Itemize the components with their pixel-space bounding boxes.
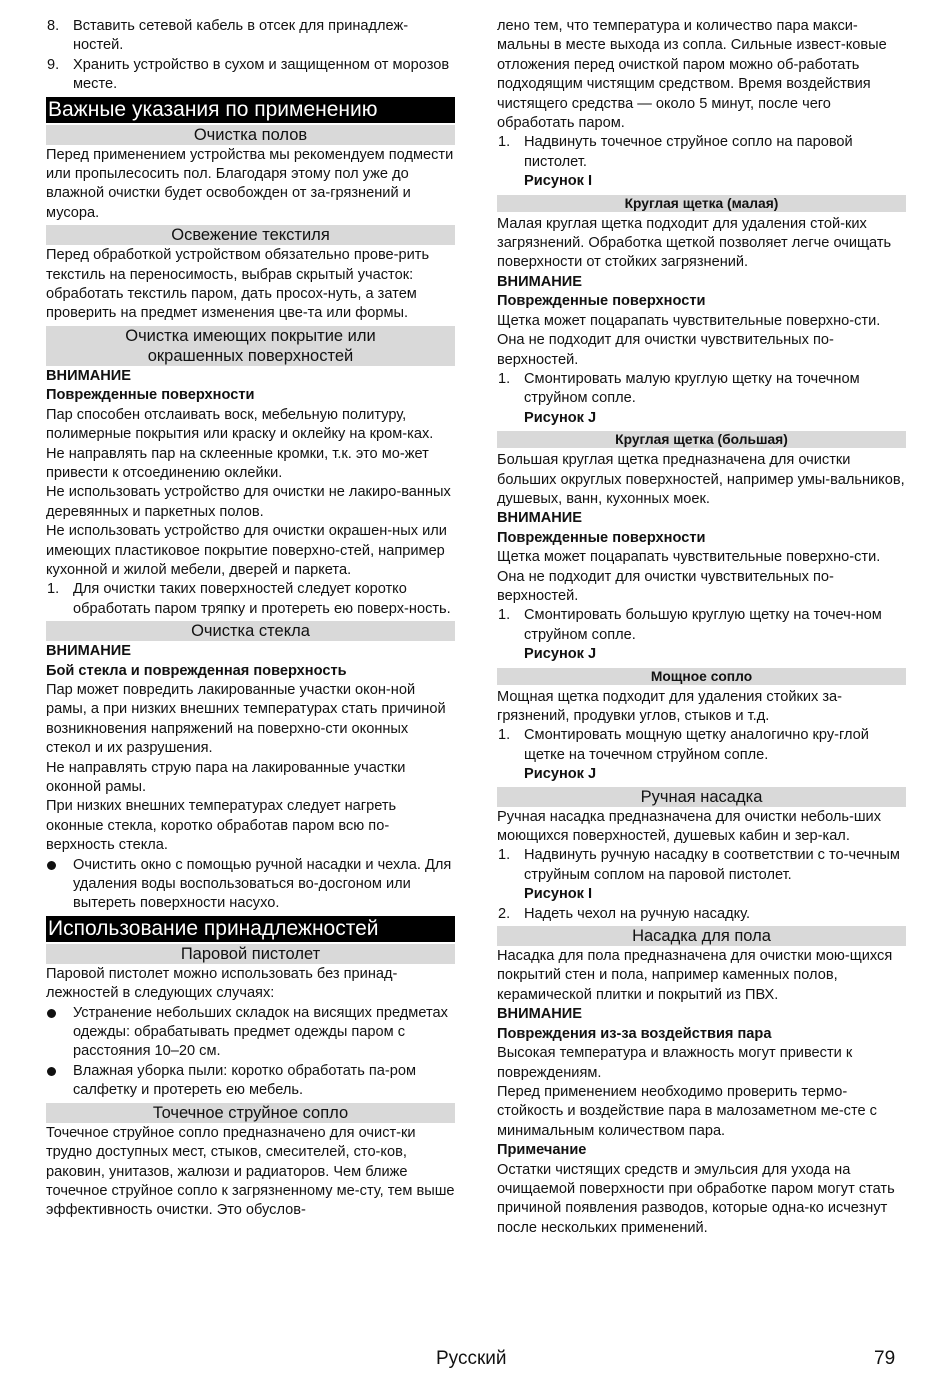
bullet-icon — [47, 1009, 56, 1018]
paragraph: Большая круглая щетка предназначена для очистки больших округлых поверхностей, например умы-вальников, душевых, ванн, кухонных моек. — [497, 452, 905, 507]
warning-subtitle: Бой стекла и поврежденная поверхность — [46, 662, 347, 679]
heading-hand-tool: Ручная насадка — [497, 787, 906, 807]
figure-reference: Рисунок J — [524, 766, 597, 783]
heading-steam-gun: Паровой пистолет — [46, 944, 455, 964]
warning-label: ВНИМАНИЕ — [497, 273, 583, 290]
bullet-icon — [47, 1067, 56, 1076]
warning-label: ВНИМАНИЕ — [497, 510, 583, 527]
heading-spot-nozzle: Точечное струйное сопло — [46, 1103, 455, 1123]
bullet-item: Влажная уборка пыли: коротко обработать па-ром салфетку и протереть ею мебель. — [46, 1062, 455, 1101]
paragraph: Не использовать устройство для очистки не лакиро-ванных деревянных и паркетных полов. — [46, 484, 451, 520]
heading-floor-tool: Насадка для пола — [497, 926, 906, 946]
paragraph: Не направлять пар на склеенные кромки, т.к. это мо-жет привести к отсоединению оклейки. — [46, 445, 429, 481]
figure-reference: Рисунок I — [524, 886, 593, 903]
warning-label: ВНИМАНИЕ — [497, 1006, 583, 1023]
list-item: 8. Вставить сетевой кабель в отсек для принадлеж-ностей. — [47, 18, 409, 54]
heading-power-nozzle: Мощное сопло — [497, 668, 906, 685]
list-item: 1. Смонтировать малую круглую щетку на точечном струйном сопле. — [498, 370, 860, 407]
paragraph: Высокая температура и влажность могут привести к повреждениям. — [497, 1045, 853, 1081]
paragraph: Она не подходит для очистки чувствительных по-верхностей. — [497, 568, 834, 604]
list-item: 9. Хранить устройство в сухом и защищенном от морозов месте. — [47, 56, 450, 93]
warning-subtitle: Поврежденные поверхности — [497, 529, 706, 546]
bullet-icon — [47, 861, 56, 870]
heading-textile: Освежение текстиля — [46, 225, 455, 245]
paragraph: Малая круглая щетка подходит для удаления стой-ких загрязнений. Обработка щеткой позволяет легче очищать поверхности от стойких загрязнений. — [497, 215, 892, 271]
section-heading-accessories: Использование принадлежностей — [46, 916, 455, 942]
paragraph: При низких внешних температурах следует нагреть оконные стекла, коротко обработав паром всю по-верхность стекла. — [46, 798, 397, 854]
list-item: 1. Для очистки таких поверхностей следует коротко обработать паром тряпку и протереть ею поверх-ность. — [47, 581, 451, 617]
page-number: 79 — [874, 1348, 896, 1369]
list-item: 1. Надвинуть ручную насадку в соответствии с то-чечным струйным соплом на паровой пистолет. — [498, 847, 900, 883]
note-label: Примечание — [497, 1142, 587, 1159]
paragraph: Не направлять струю пара на лакированные участки оконной рамы. — [46, 759, 406, 795]
list-item: 1. Надвинуть точечное струйное сопло на паровой пистолет. — [498, 134, 853, 170]
paragraph: Пар способен отслаивать воск, мебельную политуру, полимерные покрытия или краску и оклейку на кром-ках. — [46, 406, 434, 443]
paragraph: Насадка для пола предназначена для очистки мою-щихся покрытий стен и пола, например каменных полов, керамической плитки и покрытий из ПВХ. — [497, 948, 893, 1003]
heading-glass: Очистка стекла — [46, 621, 455, 641]
paragraph: Щетка может поцарапать чувствительные поверхно-сти. — [497, 312, 881, 329]
paragraph: Щетка может поцарапать чувствительные поверхно-сти. — [497, 549, 881, 566]
figure-reference: Рисунок I — [524, 173, 593, 190]
list-item: 2. Надеть чехол на ручную насадку. — [498, 905, 751, 922]
paragraph: Перед обработкой устройством обязательно прове-рить текстиль на переносимость, выбрав скрытый участок: обработать текстиль паром, дать просох-нуть, а затем проверить на предмет изменения цве-та или формы. — [46, 247, 430, 322]
figure-reference: Рисунок J — [524, 646, 597, 663]
left-column — [46, 17, 455, 1221]
warning-subtitle: Повреждения из-за воздействия пара — [497, 1025, 772, 1042]
heading-coated-surfaces: Очистка имеющих покрытие или окрашенных поверхностей — [46, 326, 455, 366]
paragraph: Ручная насадка предназначена для очистки неболь-ших моющихся поверхностей, душевых кабин и зер-кал. — [497, 808, 881, 845]
section-heading-usage: Важные указания по применению — [46, 97, 455, 123]
paragraph: Остатки чистящих средств и эмульсия для ухода на очищаемой поверхности при обработке паром могут стать причиной появления разводов, которые одна-ко исчезнут после нескольких применений. — [497, 1161, 895, 1236]
paragraph: Не использовать устройство для очистки окрашен-ных или имеющих пластиковое покрытие поверхно-стей, например кухонной и жилой мебели, дверей и паркета. — [46, 523, 447, 578]
heading-round-brush-small: Круглая щетка (малая) — [497, 195, 906, 212]
footer-language: Русский — [436, 1348, 507, 1369]
warning-subtitle: Поврежденные поверхности — [46, 387, 255, 404]
paragraph: Перед применением устройства мы рекомендуем подмести или пропылесосить пол. Благодаря этому пол уже до влажной очистки будет освобожден от за-грязнений и мусора. — [46, 146, 454, 221]
paragraph: Она не подходит для очистки чувствительных по-верхностей. — [497, 332, 834, 368]
paragraph: Мощная щетка подходит для удаления стойких за-грязнений, продувки углов, стыков и т.д. — [497, 688, 843, 724]
bullet-item: Очистить окно с помощью ручной насадки и чехла. Для удаления воды воспользоваться во-досгоном или вытереть поверхности насухо. — [46, 856, 455, 914]
paragraph: Паровой пистолет можно использовать без принад-лежностей в следующих случаях: — [46, 965, 398, 1002]
paragraph: Точечное струйное сопло предназначено для очист-ки трудно доступных мест, стыков, смесителей, сто-ков, раковин, унитазов, жалюзи и радиаторов. Чем ближе точечное струйное сопло к загрязненному ме-сту, тем выше эффективность очистки. Это обуслов- — [46, 1124, 455, 1219]
paragraph: лено тем, что температура и количество пара макси-мальны в месте выхода из сопла. Сильные извест-ковые отложения перед очисткой паром можно об-работать подходящим чистящим средством. Время воздействия чистящего средства — около 5 минут, после чего обработать паром. — [497, 18, 887, 132]
paragraph: Пар может повредить лакированные участки окон-ной рамы, а при низких внешних температурах стать причиной возникновения напряжений на поверхно-сти оконных стекол и их разрушения. — [46, 681, 446, 757]
warning-label: ВНИМАНИЕ — [46, 643, 132, 660]
heading-floor-cleaning: Очистка полов — [46, 125, 455, 145]
warning-subtitle: Поврежденные поверхности — [497, 293, 706, 310]
list-item: 1. Смонтировать большую круглую щетку на точеч-ном струйном сопле. — [498, 607, 882, 643]
paragraph: Перед применением необходимо проверить термо-стойкость и воздействие пара в малозаметном ме-сте с минимальным количеством пара. — [497, 1083, 877, 1139]
heading-round-brush-large: Круглая щетка (большая) — [497, 431, 906, 448]
list-item: 1. Смонтировать мощную щетку аналогично кру-глой щетке на точечном струйном сопле. — [498, 727, 869, 763]
bullet-item: Устранение небольших складок на висящих предметах одежды: обрабатывать предмет одежды паром с расстояния 10–20 см. — [46, 1004, 455, 1062]
figure-reference: Рисунок J — [524, 409, 597, 426]
warning-label: ВНИМАНИЕ — [46, 367, 132, 384]
right-column — [497, 17, 906, 1238]
